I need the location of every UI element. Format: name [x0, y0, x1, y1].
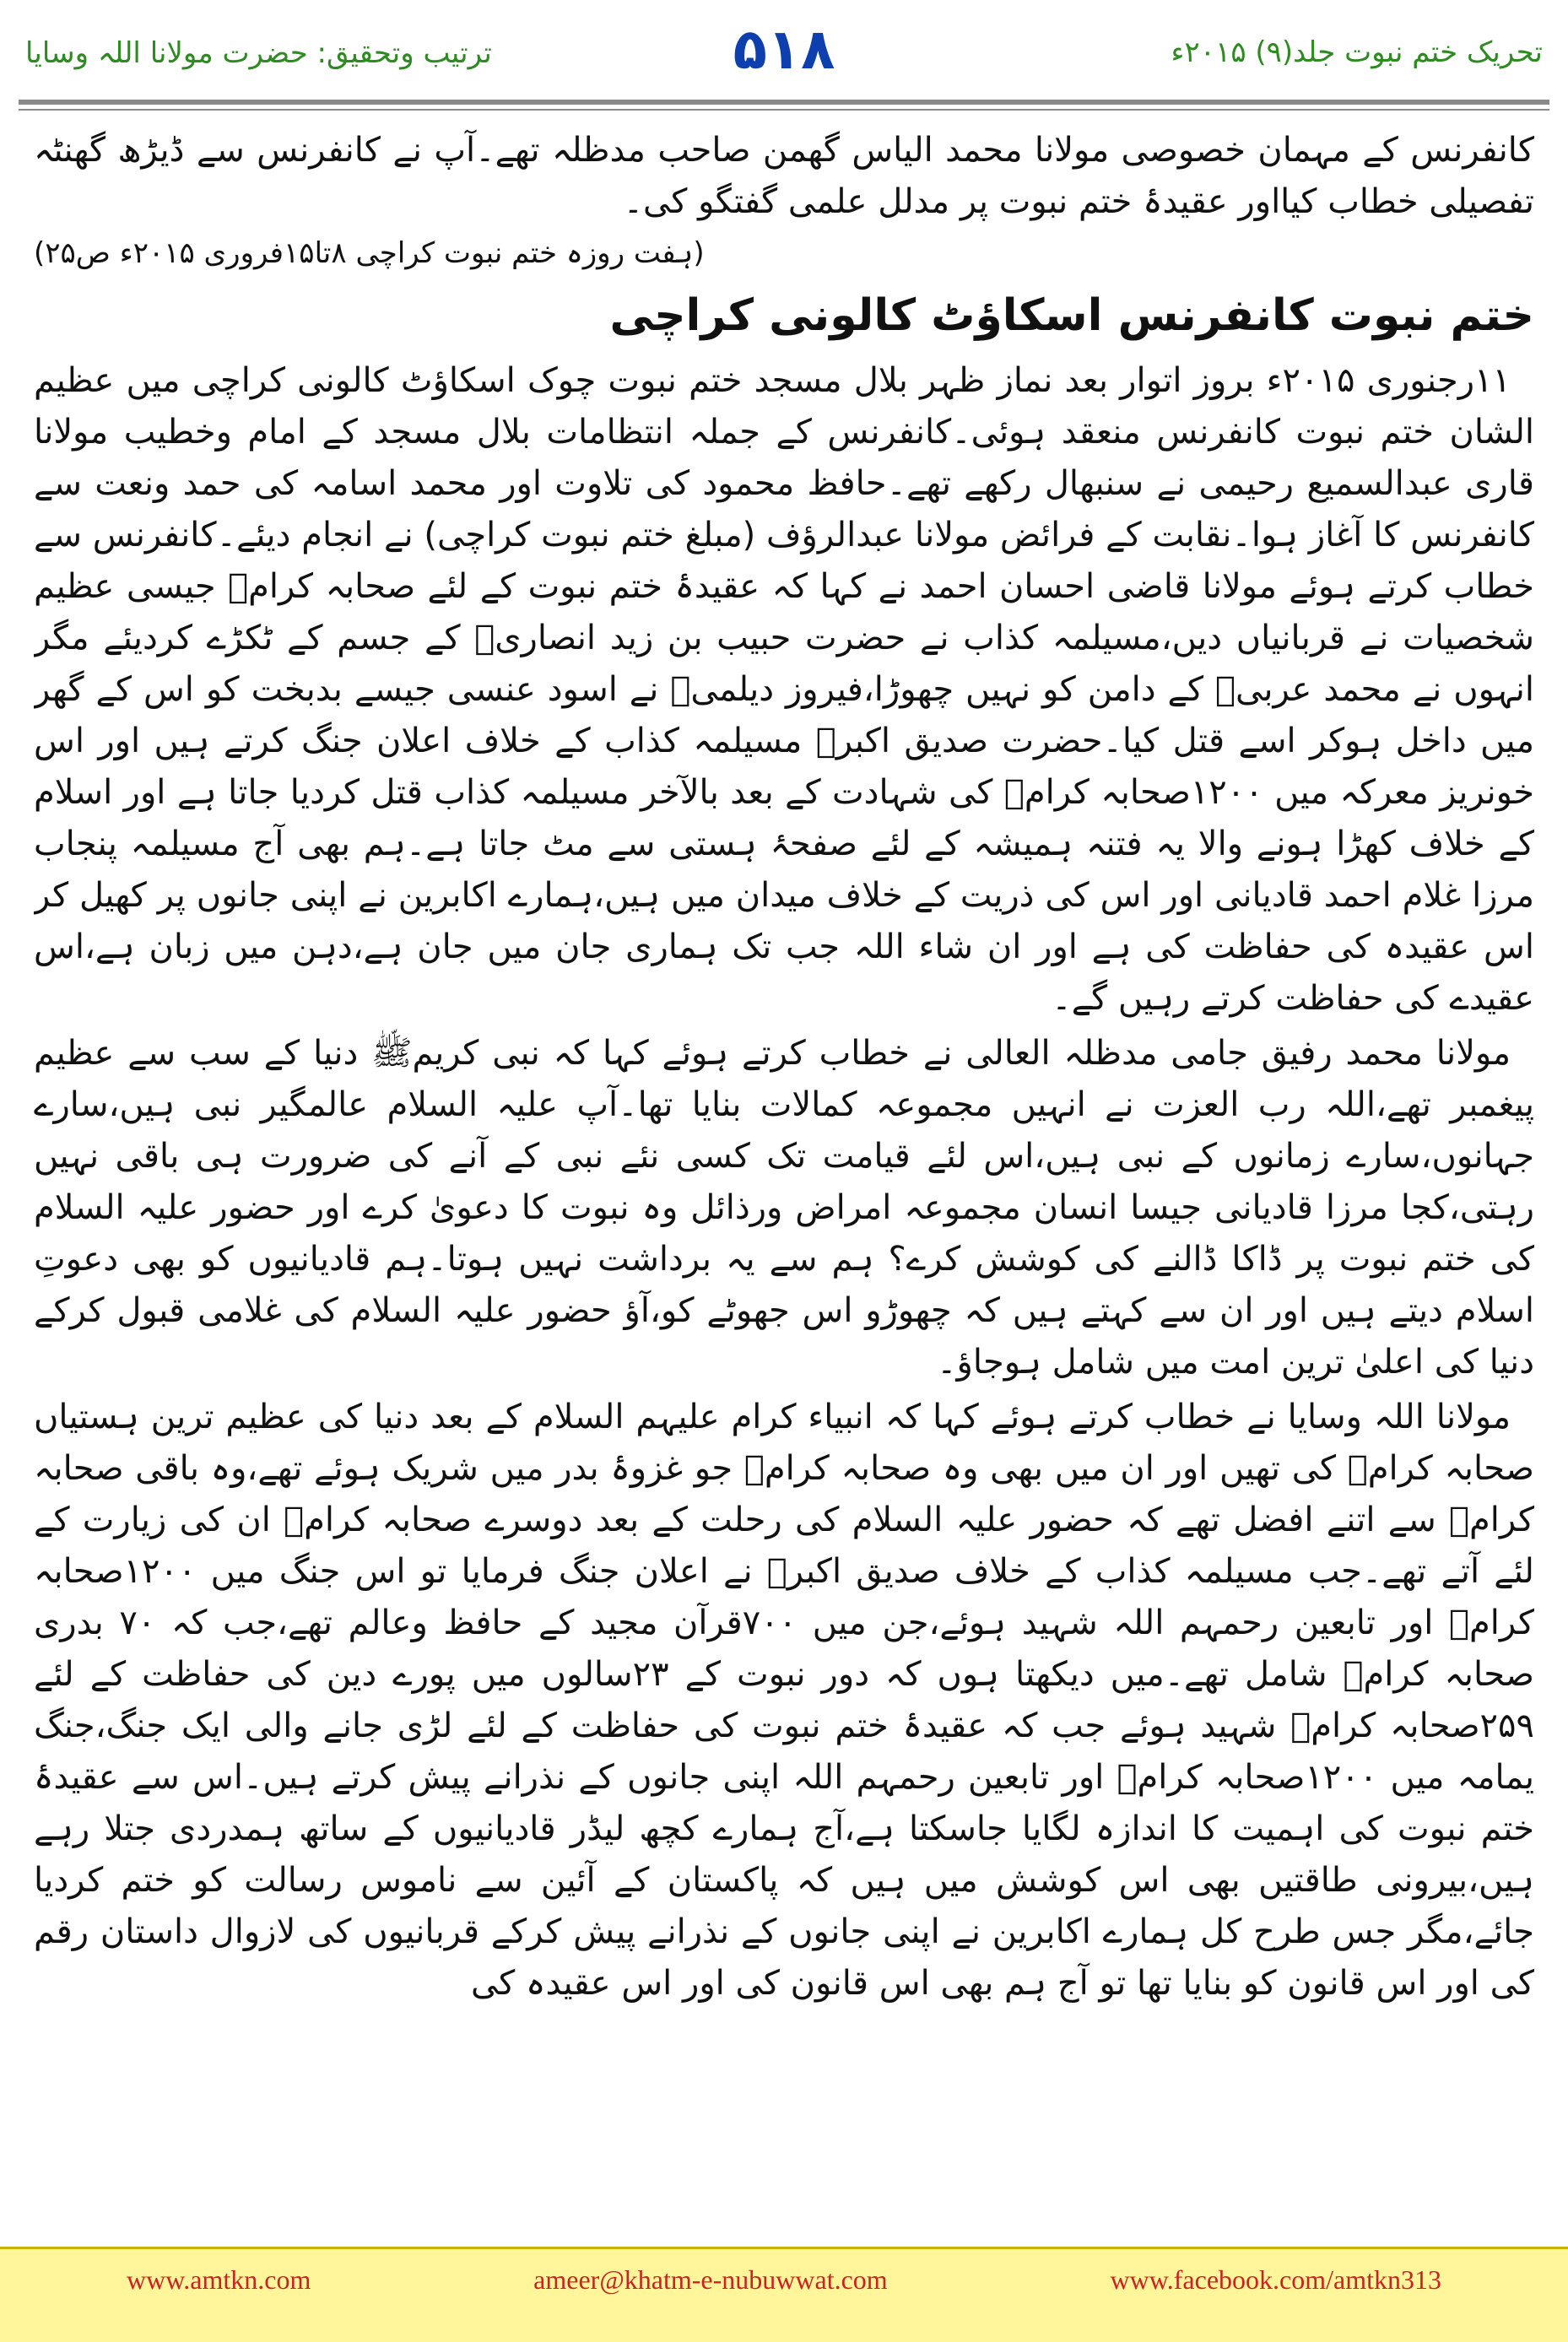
book-title: تحریک ختم نبوت جلد(۹) ۲۰۱۵ء: [1171, 35, 1543, 69]
body-paragraph-1: ۱۱رجنوری ۲۰۱۵ء بروز اتوار بعد نماز ظہر بلال مسجد ختم نبوت چوک اسکاؤٹ کالونی کراچی میں عظیم الشان ختم نبوت کانفرنس منعقد ہوئی۔کانفرنس کے جملہ انتظامات بلال مسجد کے امام وخطیب مولانا قاری عبدالسمیع رحیمی نے سنبھال رکھے تھے۔حافظ محمود کی تلاوت اور محمد اسامہ کی حمد ونعت سے کانفرنس کا آغاز ہوا۔نقابت کے فرائض مولانا عبدالرؤف (مبلغ ختم نبوت کراچی) نے انجام دیئے۔کانفرنس سے خطاب کرتے ہوئے مولانا قاضی احسان احمد نے کہا کہ عقیدۂ ختم نبوت کے لئے صحابہ کرامؓ جیسی عظیم شخصیات نے قربانیاں دیں،مسیلمہ کذاب نے حضرت حبیب بن زید انصاریؓ کے جسم کے ٹکڑے کردیئے مگر انہوں نے محمد عربیﷺ کے دامن کو نہیں چھوڑا،فیروز دیلمیؓ نے اسود عنسی جیسے بدبخت کو اس کے گھر میں داخل ہوکر اسے قتل کیا۔حضرت صدیق اکبرؓ مسیلمہ کذاب کے خلاف اعلان جنگ کرتے ہیں اور اس خونریز معرکہ میں ۱۲۰۰صحابہ کرامؓ کی شہادت کے بعد بالآخر مسیلمہ کذاب قتل کردیا جاتا ہے اور اسلام کے خلاف کھڑا ہونے والا یہ فتنہ ہمیشہ کے لئے صفحۂ ہستی سے مٹ جاتا ہے۔ہم بھی آج مسیلمہ پنجاب مرزا غلام احمد قادیانی اور اس کی ذریت کے خلاف میدان میں ہیں،ہمارے اکابرین نے اپنی جانوں پر کھیل کر اس عقیدہ کی حفاظت کی ہے اور ان شاء اللہ جب تک ہماری جان میں جان ہے،دہن میں زبان ہے،اس عقیدے کی حفاظت کرتے رہیں گے۔: [34, 361, 1534, 1018]
page-header: [0, 0, 1568, 114]
footer-links: [127, 2264, 1441, 2296]
facebook-link[interactable]: www.facebook.com/amtkn313: [1110, 2264, 1441, 2295]
website-link[interactable]: www.amtkn.com: [127, 2264, 311, 2295]
page-footer: [0, 2247, 1568, 2342]
citation: (ہفت روزہ ختم نبوت کراچی ۸تا۱۵فروری ۲۰۱۵ء ص۲۵): [34, 236, 705, 270]
section-title: ختم نبوت کانفرنس اسکاؤٹ کالونی کراچی: [609, 290, 1534, 341]
page-number: ۵۱۸: [733, 17, 835, 82]
intro-paragraph: کانفرنس کے مہمان خصوصی مولانا محمد الیاس گھمن صاحب مدظلہ تھے۔آپ نے کانفرنس سے ڈیڑھ گھنٹہ تفصیلی خطاب کیااور عقیدۂ ختم نبوت پر مدلل علمی گفتگو کی۔: [34, 131, 1534, 221]
body-paragraph-2: مولانا محمد رفیق جامی مدظلہ العالی نے خطاب کرتے ہوئے کہا کہ نبی کریمﷺ دنیا کے سب سے عظیم پیغمبر تھے،اللہ رب العزت نے انہیں مجموعہ کمالات بنایا تھا۔آپ علیہ السلام عالمگیر نبی ہیں،سارے جہانوں،سارے زمانوں کے نبی ہیں،اس لئے قیامت تک کسی نئے نبی کے آنے کی ضرورت ہی باقی نہیں رہتی،کجا مرزا قادیانی جیسا انسان مجموعہ امراض ورذائل وہ نبوت کا دعویٰ کرے اور حضور علیہ السلام کی ختم نبوت پر ڈاکا ڈالنے کی کوشش کرے؟ ہم سے یہ برداشت نہیں ہوتا۔ہم قادیانیوں کو بھی دعوتِ اسلام دیتے ہیں اور ان سے کہتے ہیں کہ چھوڑو اس جھوٹے کو،آؤ حضور علیہ السلام کی غلامی قبول کرکے دنیا کی اعلیٰ ترین امت میں شامل ہوجاؤ۔: [34, 1034, 1534, 1382]
header-divider: [19, 100, 1549, 105]
page-content: [34, 125, 1534, 2156]
header-divider-thin: [19, 109, 1549, 111]
body-paragraph-3: مولانا اللہ وسایا نے خطاب کرتے ہوئے کہا کہ انبیاء کرام علیہم السلام کے بعد دنیا کی عظیم ترین ہستیاں صحابہ کرامؓ کی تھیں اور ان میں بھی وہ صحابہ کرامؓ جو غزوۂ بدر میں شریک ہوئے تھے،وہ باقی صحابہ کرامؓ سے اتنے افضل تھے کہ حضور علیہ السلام کی رحلت کے بعد دوسرے صحابہ کرامؓ ان کی زیارت کے لئے آتے تھے۔جب مسیلمہ کذاب کے خلاف صدیق اکبرؓ نے اعلان جنگ فرمایا تو اس جنگ میں ۱۲۰۰صحابہ کرامؓ اور تابعین رحمہم اللہ شہید ہوئے،جن میں ۷۰۰قرآن مجید کے حافظ وعالم تھے،جب کہ ۷۰ بدری صحابہ کرامؓ شامل تھے۔میں دیکھتا ہوں کہ دور نبوت کے ۲۳سالوں میں پورے دین کی حفاظت کے لئے ۲۵۹صحابہ کرامؓ شہید ہوئے جب کہ عقیدۂ ختم نبوت کی حفاظت کے لئے لڑی جانے والی ایک جنگ،جنگ یمامہ میں ۱۲۰۰صحابہ کرامؓ اور تابعین رحمہم اللہ اپنی جانوں کے نذرانے پیش کرتے ہیں۔اس سے عقیدۂ ختم نبوت کی اہمیت کا اندازہ لگایا جاسکتا ہے،آج ہمارے کچھ لیڈر قادیانیوں کے ساتھ ہمدردی جتلا رہے ہیں،بیرونی طاقتیں بھی اس کوشش میں ہیں کہ پاکستان کے آئین سے ناموس رسالت کو ختم کردیا جائے،مگر جس طرح کل ہمارے اکابرین نے اپنی جانوں کے نذرانے پیش کرکے قربانیوں کی لازوال داستان رقم کی اور اس قانون کو بنایا تھا تو آج ہم بھی اس قانون کی اور اس عقیدہ کی: [34, 1398, 1534, 2003]
compiler-credit: ترتیب وتحقیق: حضرت مولانا اللہ وسایا: [25, 36, 492, 70]
email-link[interactable]: ameer@khatm-e-nubuwwat.com: [533, 2264, 888, 2295]
